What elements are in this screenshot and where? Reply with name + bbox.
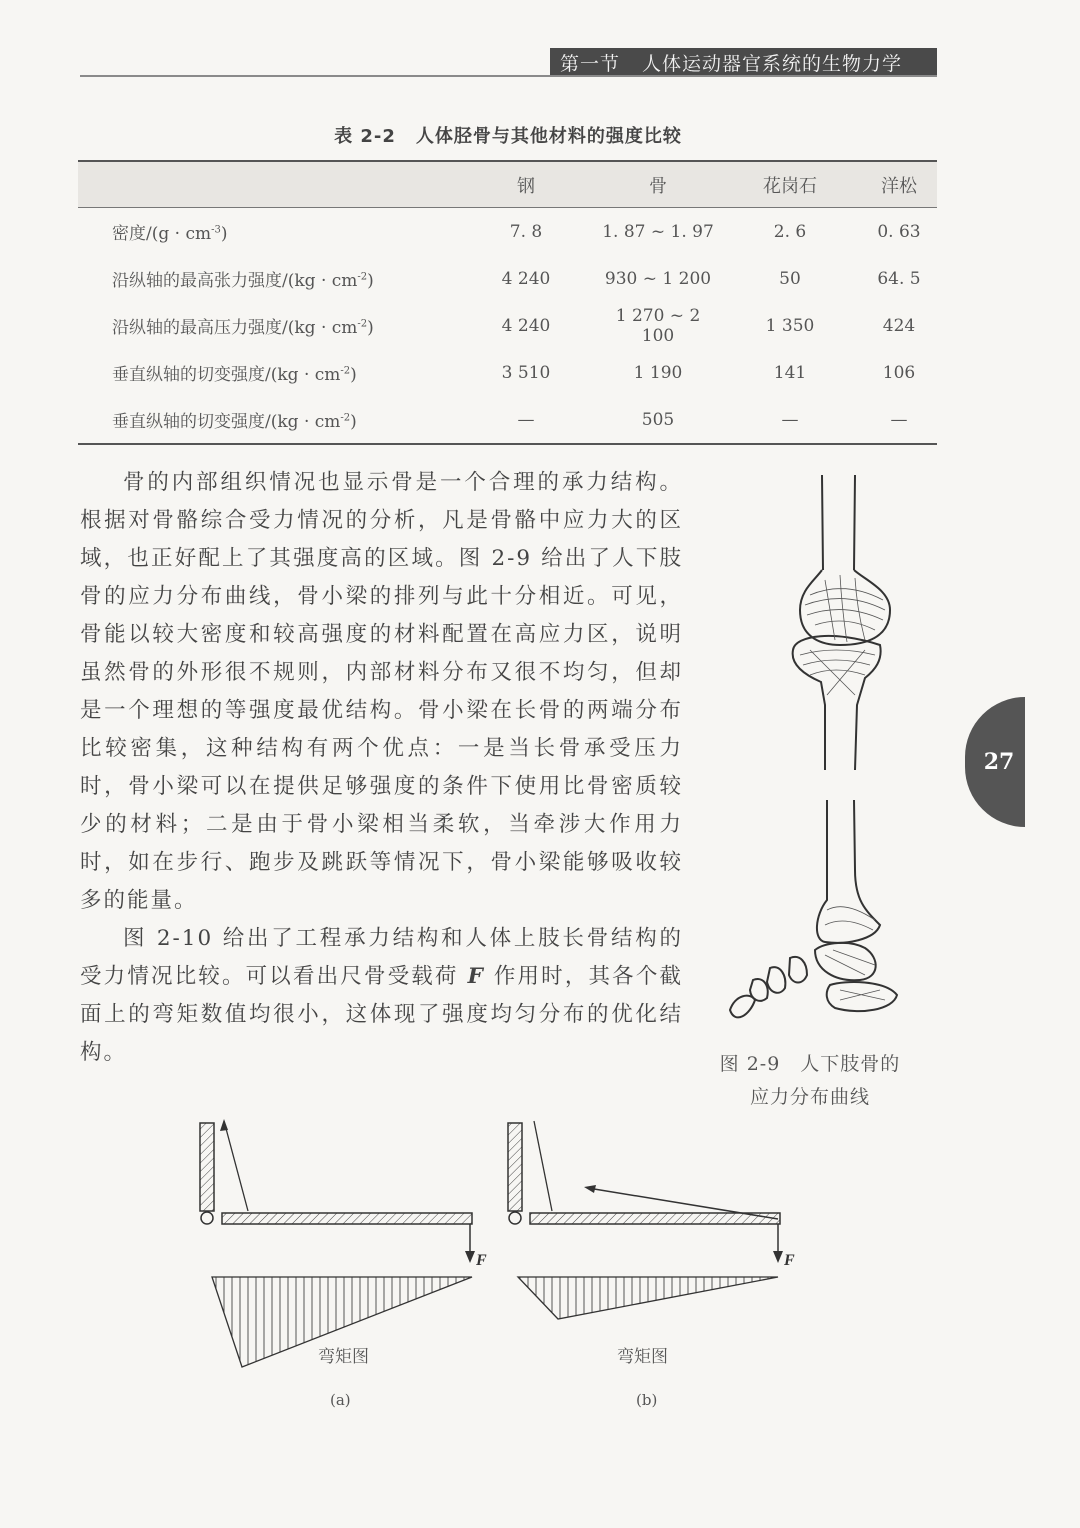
table-row xyxy=(78,349,937,396)
running-header xyxy=(550,48,937,76)
cell: 0. 63 xyxy=(877,221,921,242)
table-header-row xyxy=(78,161,937,208)
table-row xyxy=(78,302,937,349)
paragraph: 图 2-10 给出了工程承力结构和人体上肢长骨结构的受力情况比较。可以看出尺骨受载荷 F 作用时，其各个截面上的弯矩数值均很小，这体现了强度均匀分布的优化结构。 xyxy=(80,926,683,1065)
col-header-pine: 洋松 xyxy=(861,161,937,208)
cell: 7. 8 xyxy=(509,221,543,242)
col-header-granite: 花岗石 xyxy=(719,161,861,208)
row-label: 沿纵轴的最高张力强度$/(kg \cdot cm^{-2})$ xyxy=(112,271,374,291)
force-label-b: F xyxy=(784,1252,795,1269)
bending-moment-figure xyxy=(180,1115,820,1415)
cell: 1 190 xyxy=(633,362,683,383)
cell: 4 240 xyxy=(501,268,551,289)
cell: 1 350 xyxy=(765,315,815,336)
cell: 2. 6 xyxy=(773,221,807,242)
strength-table xyxy=(78,160,937,445)
cell: 505 xyxy=(597,396,719,444)
cell: 424 xyxy=(882,315,916,336)
table-title: 人体胫骨与其他材料的强度比较 xyxy=(415,126,682,147)
header-blank xyxy=(78,161,455,208)
table-row xyxy=(78,208,937,256)
cell: 1 270 ~ 2 100 xyxy=(615,305,701,346)
cell: 930 ~ 1 200 xyxy=(604,268,712,289)
col-header-bone: 骨 xyxy=(597,161,719,208)
cell: — xyxy=(861,396,937,444)
paragraph: 骨的内部组织情况也显示骨是一个合理的承力结构。根据对骨骼综合受力情况的分析，凡是骨骼中应力大的区域，也正好配上了其强度高的区域。图 2-9 给出了人下肢骨的应力分布曲线，骨小梁的排列与此十分相近。可见，骨能以较大密度和较高强度的材料配置在高应力区，说明虽然骨的外形很不规则，内部材料分布又很不均匀，但却是一个理想的等强度最优结构。骨小梁在长骨的两端分布比较密集，这种结构有两个优点：一是当长骨承受压力时，骨小梁可以在提供足够强度的条件下使用比骨密质较少的材料；二是由于骨小梁相当柔软，当牵涉大作用力时，如在步行、跑步及跳跃等情况下，骨小梁能够吸收较多的能量。 xyxy=(80,470,683,913)
moment-label-a: 弯矩图 xyxy=(318,1347,369,1367)
table-caption xyxy=(0,122,1016,148)
section-number: 第一节 xyxy=(560,52,621,75)
row-label: 沿纵轴的最高压力强度$/(kg \cdot cm^{-2})$ xyxy=(112,318,374,338)
cell: 141 xyxy=(773,362,807,383)
section-title: 人体运动器官系统的生物力学 xyxy=(642,52,903,75)
row-label: 垂直纵轴的切变强度$/(kg \cdot cm^{-2})$ xyxy=(112,365,357,385)
cell: — xyxy=(719,396,861,444)
col-header-steel: 钢 xyxy=(455,161,597,208)
row-label: 垂直纵轴的切变强度$/(kg \cdot cm^{-2})$ xyxy=(78,396,455,444)
page-number-tab: 27 xyxy=(965,697,1025,827)
cell: 50 xyxy=(779,268,801,289)
table-row xyxy=(78,396,937,444)
table-number: 表 2-2 xyxy=(334,126,396,147)
caption-line: 图 2-9 人下肢骨的 xyxy=(719,1053,901,1075)
panel-b xyxy=(508,1121,783,1319)
cell: 3 510 xyxy=(501,362,551,383)
caption-line: 应力分布曲线 xyxy=(749,1086,870,1108)
sub-label-b: (b) xyxy=(636,1391,658,1409)
table-row xyxy=(78,255,937,302)
cell: 64. 5 xyxy=(877,268,921,289)
cell: 106 xyxy=(882,362,916,383)
cell: 4 240 xyxy=(501,315,551,336)
header-rule xyxy=(80,75,937,77)
row-label: 密度$/(g \cdot cm^{-3})$ xyxy=(112,224,228,244)
panel-a xyxy=(200,1119,475,1367)
figure-2-9-caption xyxy=(700,1048,920,1114)
cell: 1. 87 ~ 1. 97 xyxy=(602,221,714,242)
sub-label-a: (a) xyxy=(330,1391,351,1409)
cell: — xyxy=(455,396,597,444)
force-label-a: F xyxy=(476,1252,487,1269)
lower-limb-bone-figure xyxy=(715,470,935,1050)
moment-label-b: 弯矩图 xyxy=(617,1347,668,1367)
body-text xyxy=(80,464,683,1072)
